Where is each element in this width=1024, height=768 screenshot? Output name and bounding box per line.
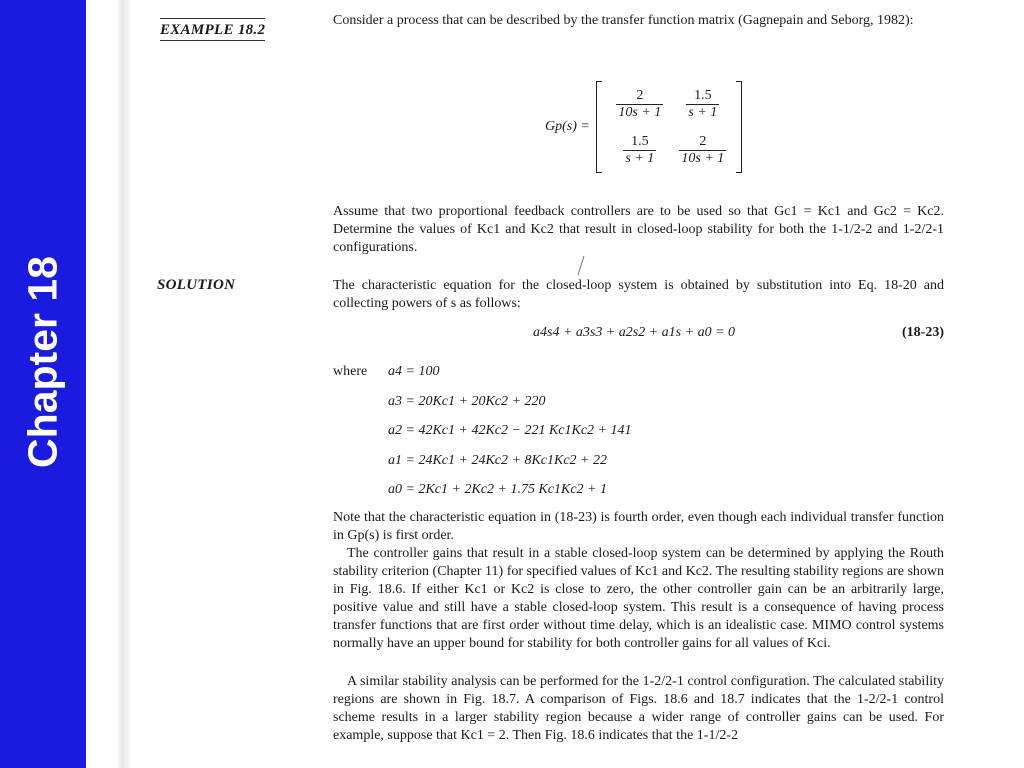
- matrix-cell-21: [608, 127, 672, 173]
- pen-mark-icon: [576, 255, 586, 277]
- solution-intro: The characteristic equation for the closed-loop system is obtained by substitution into Eq. 18-20 and collecting powers of s as follows:: [333, 278, 944, 311]
- matrix-cell-12: [672, 81, 734, 127]
- routh-stability-paragraph: The controller gains that result in a stable closed-loop system can be determined by applying the Routh stability criterion (Chapter 11) for specified values of Kc1 and Kc2. The resulting stability regions are shown in Fig. 18.6. If either Kc1 or Kc2 is close to zero, the other controller gain can be an arbitrarily large, positive value and still have a stable closed-loop system. This result is a consequence of having process transfer functions that are first order without time delay, which is an idealistic case. MIMO control systems normally have an upper bound for stability for both controller gains for all values of Kci.: [333, 546, 944, 651]
- order-note-paragraph: Note that the characteristic equation in (18-23) is fourth order, even though each individual transfer function in Gp(s) is first order.: [333, 510, 944, 543]
- cell-numerator: 1.5: [694, 87, 712, 103]
- cell-denominator: 10s + 1: [681, 150, 725, 166]
- cell-numerator: 2: [699, 133, 707, 149]
- cell-numerator: 2: [636, 87, 644, 103]
- matrix-cell-11: [608, 81, 672, 127]
- solution-label: SOLUTION: [157, 277, 236, 293]
- coefficient-a1: a1 = 24Kc1 + 24Kc2 + 8Kc1Kc2 + 22: [388, 453, 607, 468]
- matrix-lhs: Gp(s) =: [545, 119, 590, 134]
- equation-number: (18-23): [902, 325, 944, 340]
- example-problem: Assume that two proportional feedback controllers are to be used so that Gc1 = Kc1 and Gc2 = Kc2. Determine the values of Kc1 and Kc2 that result in closed-loop stability for both the 1-1/2-2 and 1-2/2-1 configurations.: [333, 204, 944, 255]
- transfer-function-matrix: [545, 80, 742, 174]
- configuration-comparison-paragraph: A similar stability analysis can be performed for the 1-2/2-1 control configuration. The calculated stability regions are shown in Fig. 18.7. A comparison of Figs. 18.6 and 18.7 indicates that the 1-2/2-1 control scheme results in a larger stability region because a wider range of controller gains can be used. For example, suppose that Kc1 = 2. Then Fig. 18.6 indicates that the 1-1/2-2: [333, 674, 944, 743]
- matrix-bracket: [596, 81, 742, 173]
- example-intro: Consider a process that can be described by the transfer function matrix (Gagnepain and Seborg, 1982):: [333, 13, 914, 28]
- equation-body: a4s4 + a3s3 + a2s2 + a1s + a0 = 0: [533, 325, 736, 340]
- cell-denominator: 10s + 1: [618, 104, 662, 120]
- matrix-cell-22: [672, 127, 734, 173]
- example-label: EXAMPLE 18.2: [160, 22, 265, 41]
- where-label: where: [333, 364, 368, 379]
- cell-numerator: 1.5: [631, 133, 649, 149]
- coefficient-a2: a2 = 42Kc1 + 42Kc2 − 221 Kc1Kc2 + 141: [388, 423, 632, 438]
- coefficient-a4: a4 = 100: [388, 364, 440, 379]
- cell-denominator: s + 1: [625, 150, 655, 166]
- chapter-title: Chapter 18: [19, 256, 66, 468]
- coefficient-a0: a0 = 2Kc1 + 2Kc2 + 1.75 Kc1Kc2 + 1: [388, 482, 607, 497]
- cell-denominator: s + 1: [688, 104, 718, 120]
- coefficient-a3: a3 = 20Kc1 + 20Kc2 + 220: [388, 394, 546, 409]
- characteristic-equation: [333, 325, 944, 345]
